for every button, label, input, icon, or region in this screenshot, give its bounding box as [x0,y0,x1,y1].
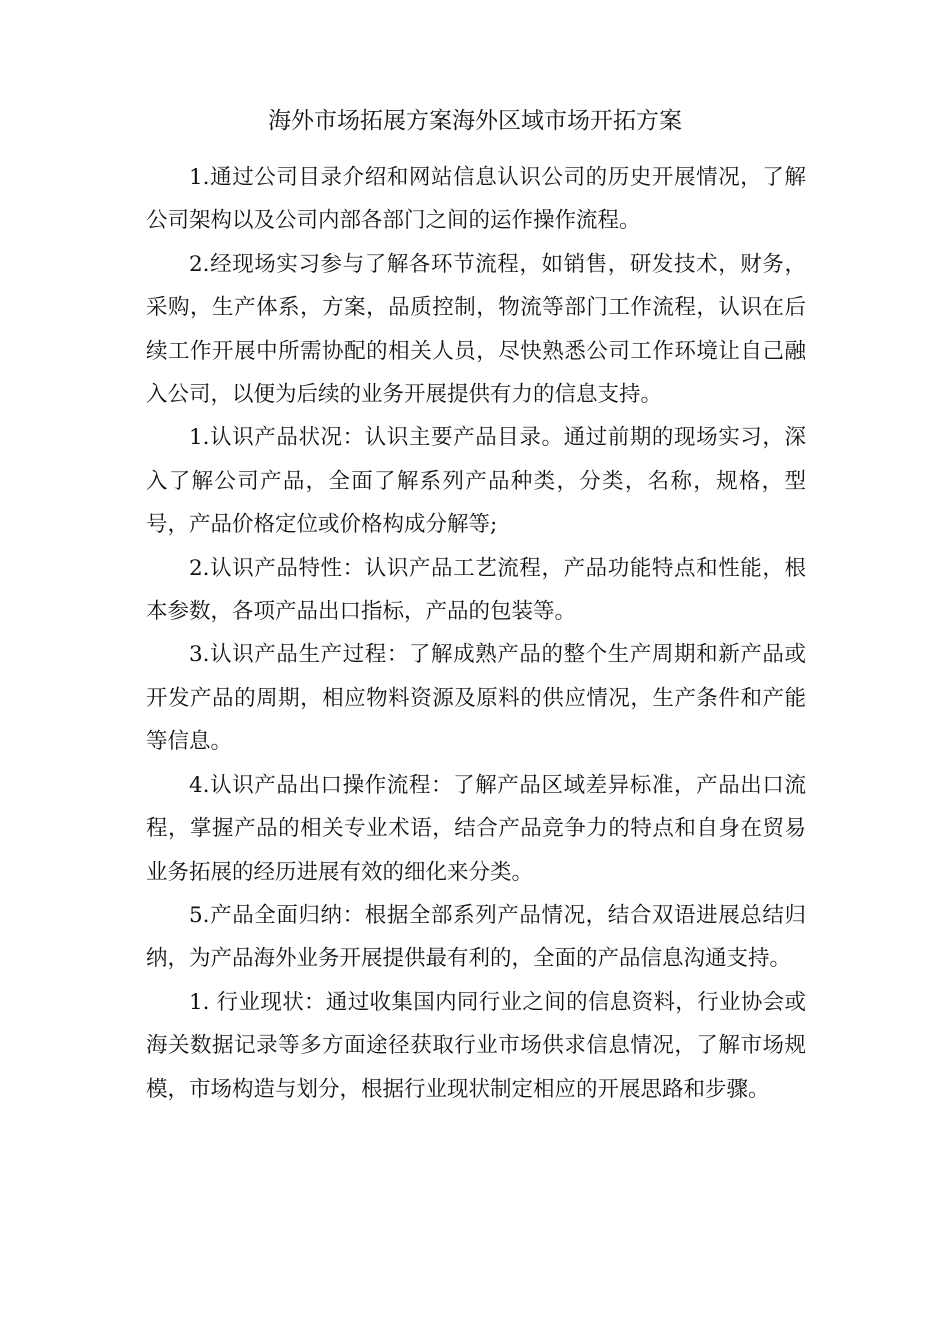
paragraph-export-process: 4.认识产品出口操作流程：了解产品区域差异标准，产品出口流程，掌握产品的相关专业术语，结合产品竞争力的特点和自身在贸易业务拓展的经历进展有效的细化来分类。 [146,772,806,885]
paragraph-production-process: 3.认识产品生产过程：了解成熟产品的整个生产周期和新产品或开发产品的周期，相应物料资源及原料的供应情况，生产条件和产能等信息。 [146,642,806,755]
paragraph-product-features: 2.认识产品特性：认识产品工艺流程，产品功能特点和性能，根本参数，各项产品出口指标，产品的包装等。 [146,555,806,625]
paragraph-workflow-practice: 2.经现场实习参与了解各环节流程，如销售，研发技术，财务，采购，生产体系，方案，品质控制，物流等部门工作流程，认识在后续工作开展中所需协配的相关人员，尽快熟悉公司工作环境让自己融入公司，以便为后续的业务开展提供有力的信息支持。 [146,251,806,408]
paragraph-product-status: 1.认识产品状况：认识主要产品目录。通过前期的现场实习，深入了解公司产品，全面了解系列产品种类，分类，名称，规格，型号，产品价格定位或价格构成分解等; [146,425,806,538]
paragraph-company-intro: 1.通过公司目录介绍和网站信息认识公司的历史开展情况，了解公司架构以及公司内部各部门之间的运作操作流程。 [146,165,806,234]
document-title: 海外市场拓展方案海外区域市场开拓方案 [268,108,682,134]
document-body [146,156,806,1111]
paragraph-product-summary: 5.产品全面归纳：根据全部系列产品情况，结合双语进展总结归纳，为产品海外业务开展提供最有利的，全面的产品信息沟通支持。 [146,902,806,972]
paragraph-industry-status: 1. 行业现状：通过收集国内同行业之间的信息资料，行业协会或海关数据记录等多方面途径获取行业市场供求信息情况，了解市场规模，市场构造与划分，根据行业现状制定相应的开展思路和步骤。 [146,989,806,1102]
